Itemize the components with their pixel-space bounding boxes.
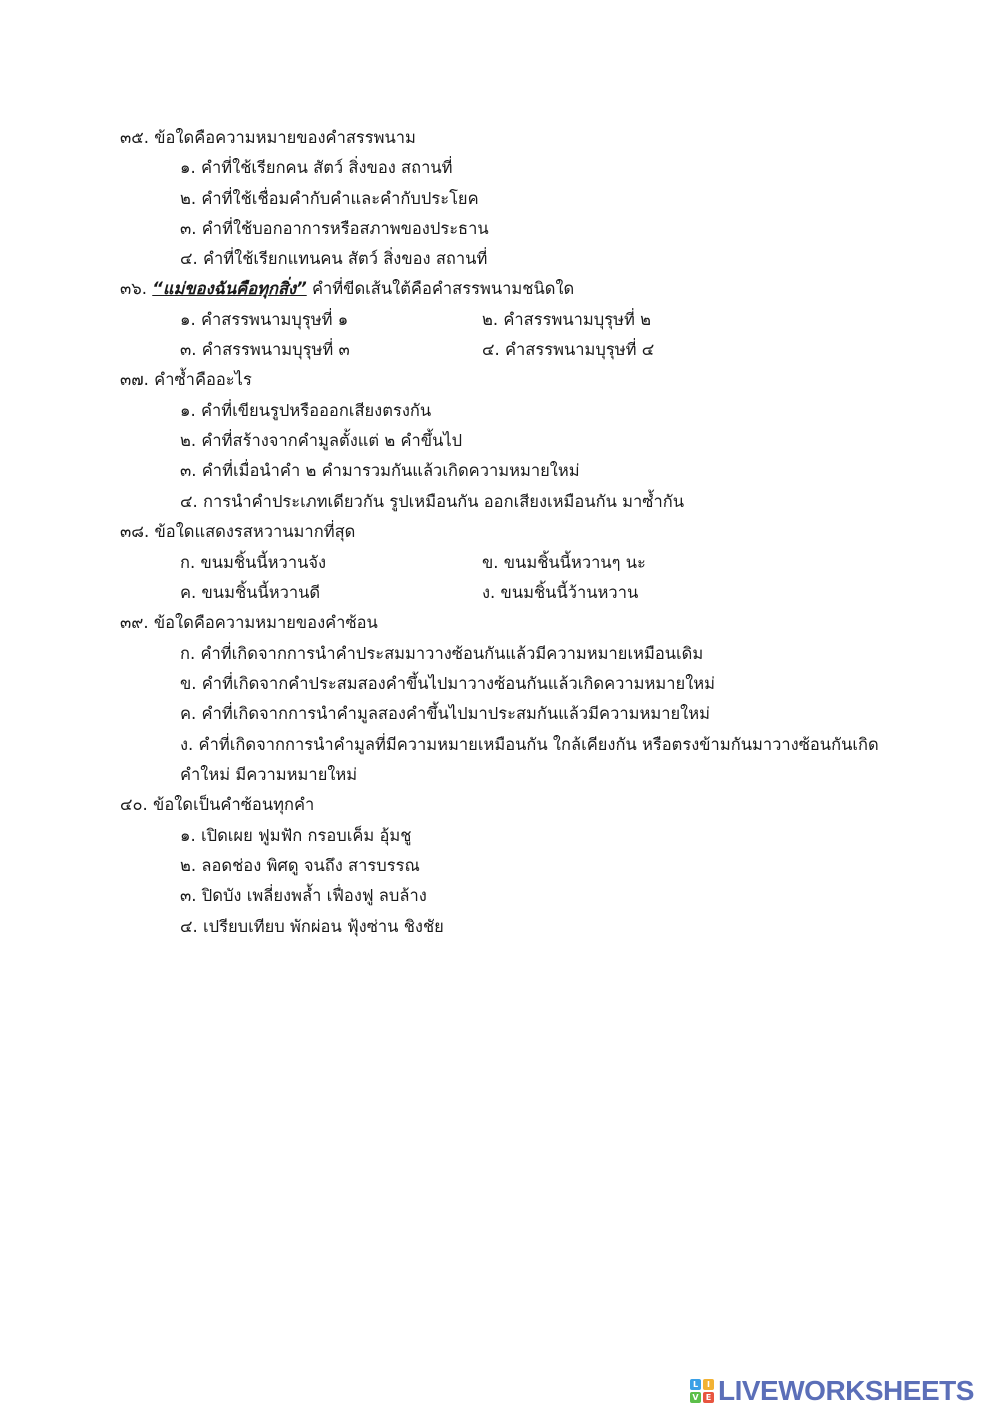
question-36-number: ๓๖. [120,279,147,298]
question-40-option-2: ๒. ลอดช่อง พิศดู จนถึง สารบรรณ [180,856,420,875]
logo-tile-v: V [690,1392,701,1403]
logo-tile-l: L [690,1379,701,1390]
question-35-option-2: ๒. คำที่ใช้เชื่อมคำกับคำและคำกับประโยค [180,189,479,208]
question-39-option-d: ง. คำที่เกิดจากการนำคำมูลที่มีความหมายเหมือนกัน ใกล้เคียงกัน หรือตรงข้ามกันมาวางซ้อนกันเกิด [180,735,879,754]
question-37-option-1: ๑. คำที่เขียนรูปหรือออกเสียงตรงกัน [180,401,432,420]
question-39-option-a: ก. คำที่เกิดจากการนำคำประสมมาวางซ้อนกันแล้วมีความหมายเหมือนเดิม [180,644,704,663]
question-37-title: ๓๗. คำซ้ำคืออะไร [120,370,252,389]
question-36-title [120,278,574,300]
question-36-option-2: ๒. คำสรรพนามบุรุษที่ ๒ [482,310,651,329]
question-36-option-1: ๑. คำสรรพนามบุรุษที่ ๑ [180,310,349,329]
question-35-option-1: ๑. คำที่ใช้เรียกคน สัตว์ สิ่งของ สถานที่ [180,158,453,177]
question-36-option-3: ๓. คำสรรพนามบุรุษที่ ๓ [180,340,350,359]
question-39-option-c: ค. คำที่เกิดจากการนำคำมูลสองคำขึ้นไปมาประสมกันแล้วมีความหมายใหม่ [180,704,710,723]
liveworksheets-logo-icon [690,1379,714,1403]
question-39-option-b: ข. คำที่เกิดจากคำประสมสองคำขึ้นไปมาวางซ้อนกันแล้วเกิดความหมายใหม่ [180,674,716,693]
liveworksheets-brand-text: LIVEWORKSHEETS [718,1375,974,1406]
question-40-option-1: ๑. เปิดเผย ฟูมฟัก กรอบเค็ม อุ้มชู [180,826,412,845]
question-38-option-b: ข. ขนมชิ้นนี้หวานๆ นะ [482,553,646,572]
question-40-option-4: ๔. เปรียบเทียบ พักผ่อน ฟุ้งซ่าน ชิงชัย [180,917,444,936]
question-35-option-4: ๔. คำที่ใช้เรียกแทนคน สัตว์ สิ่งของ สถานที่ [180,249,488,268]
question-36-text: คำที่ขีดเส้นใต้คือคำสรรพนามชนิดใด [311,279,575,298]
question-39-option-d-continuation: คำใหม่ มีความหมายใหม่ [180,765,358,784]
question-35-option-3: ๓. คำที่ใช้บอกอาการหรือสภาพของประธาน [180,219,489,238]
question-40-option-3: ๓. ปิดบัง เพลี่ยงพล้ำ เฟื่องฟู ลบล้าง [180,886,427,905]
question-39-title: ๓๙. ข้อใดคือความหมายของคำซ้อน [120,613,378,632]
question-37-option-3: ๓. คำที่เมื่อนำคำ ๒ คำมารวมกันแล้วเกิดความหมายใหม่ [180,461,580,480]
question-35-title: ๓๕. ข้อใดคือความหมายของคำสรรพนาม [120,128,416,147]
question-36-underlined-quote: “แม่ของฉันคือทุกสิ่ง” [152,279,307,298]
question-38-option-a: ก. ขนมชิ้นนี้หวานจัง [180,553,327,572]
question-38-option-d: ง. ขนมชิ้นนี้ว้านหวาน [482,583,639,602]
question-38-title: ๓๘. ข้อใดแสดงรสหวานมากที่สุด [120,522,356,541]
question-37-option-4: ๔. การนำคำประเภทเดียวกัน รูปเหมือนกัน ออกเสียงเหมือนกัน มาซ้ำกัน [180,492,684,511]
question-40-title: ๔๐. ข้อใดเป็นคำซ้อนทุกคำ [120,795,315,814]
logo-tile-e: E [703,1392,714,1403]
question-36-option-4: ๔. คำสรรพนามบุรุษที่ ๔ [482,340,655,359]
question-38-option-c: ค. ขนมชิ้นนี้หวานดี [180,583,321,602]
liveworksheets-logo[interactable] [690,1373,974,1409]
logo-tile-i: I [703,1379,714,1390]
question-37-option-2: ๒. คำที่สร้างจากคำมูลตั้งแต่ ๒ คำขึ้นไป [180,431,463,450]
